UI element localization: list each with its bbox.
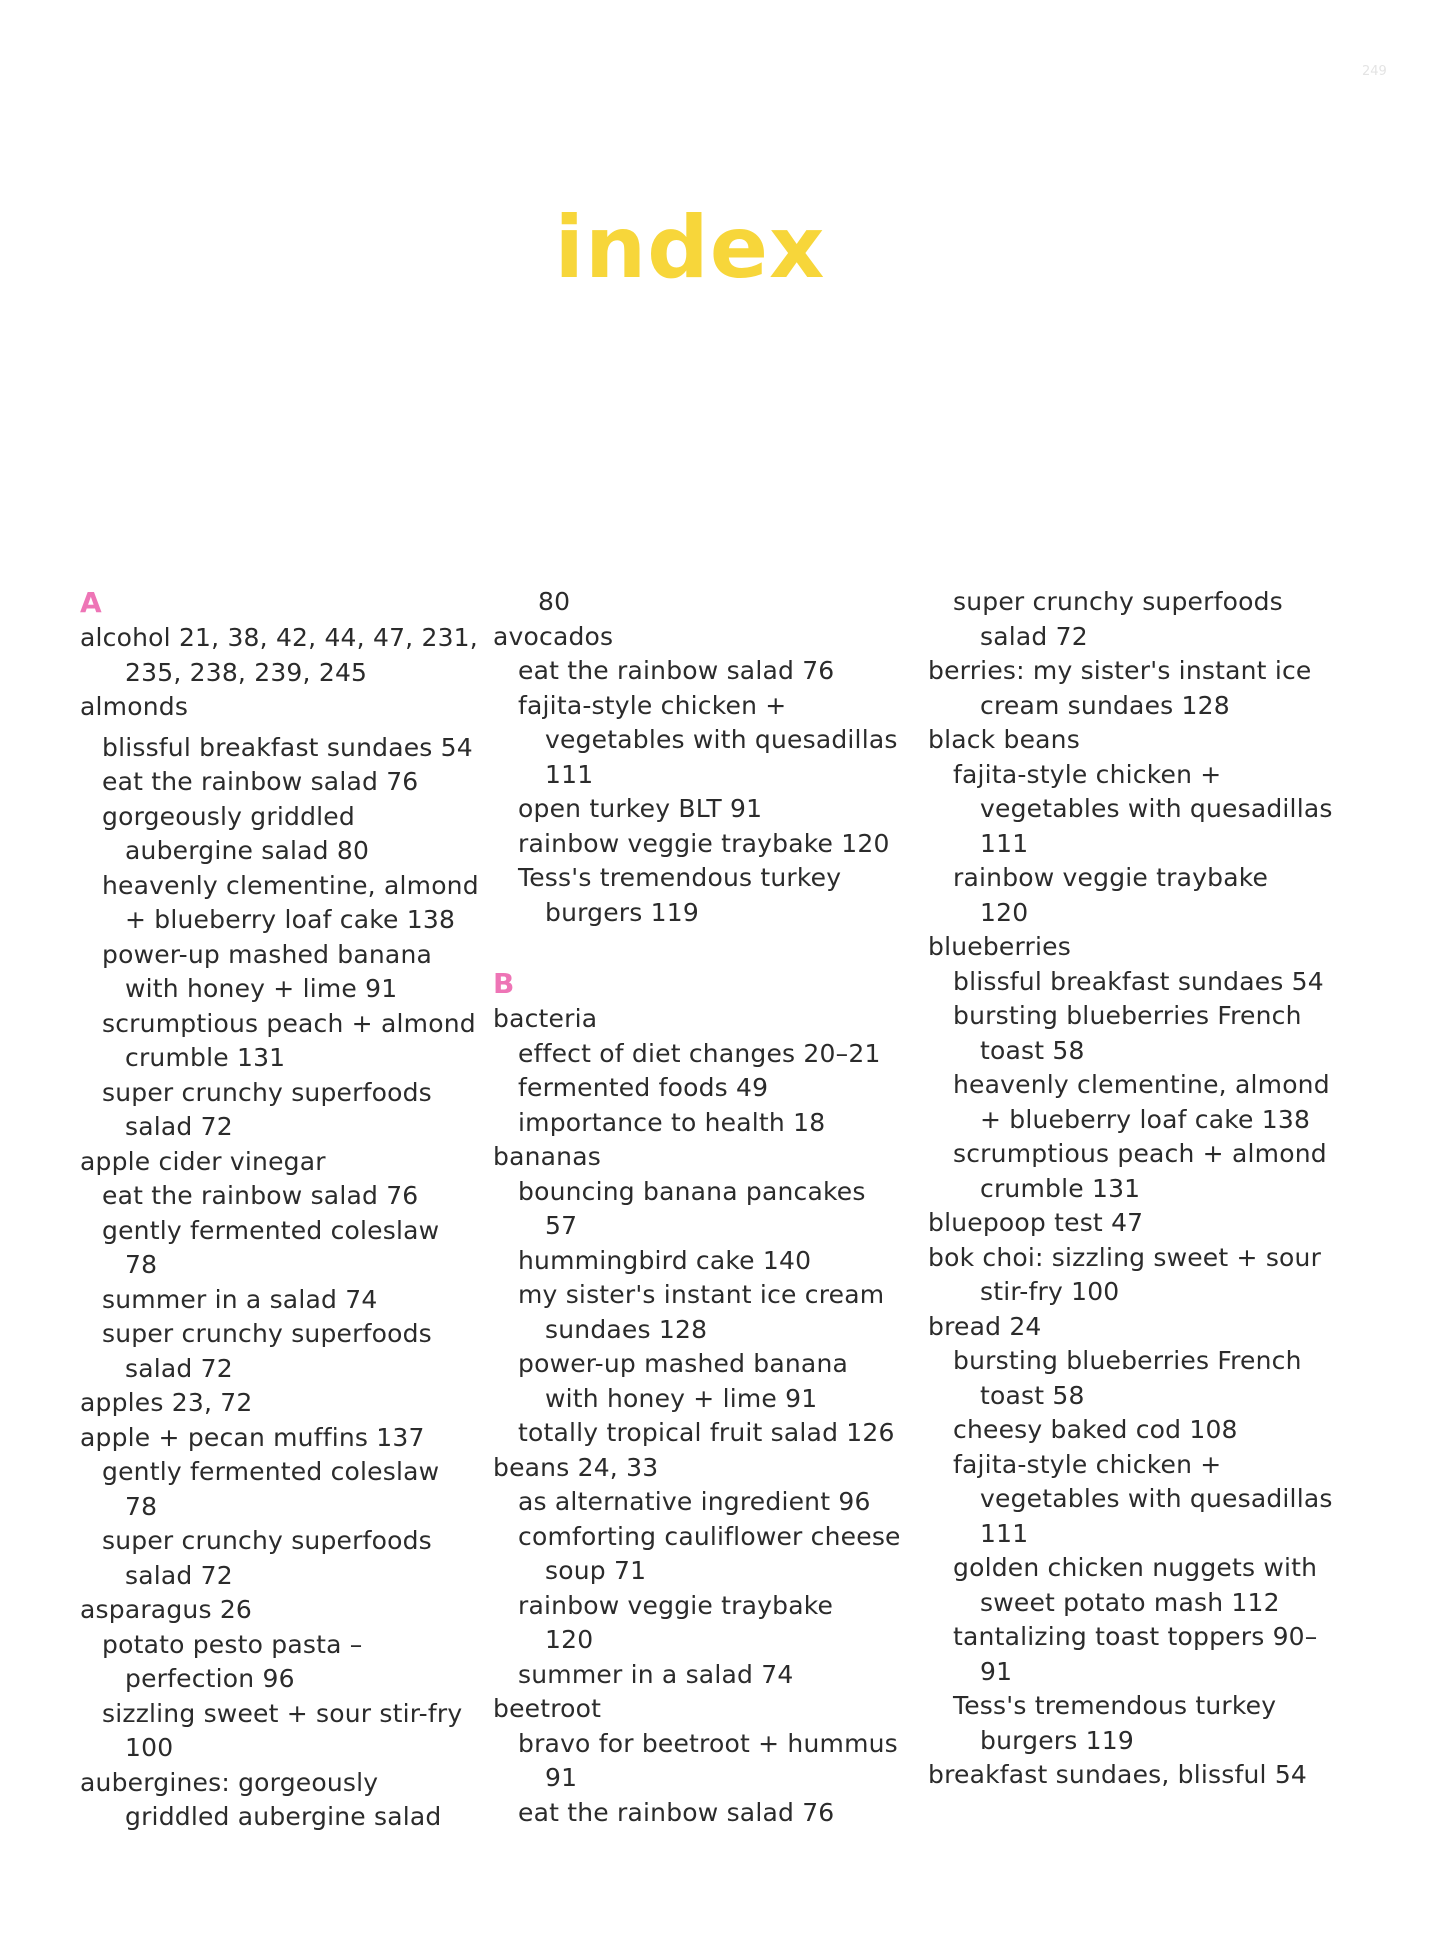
index-entry: 78 xyxy=(125,1250,158,1279)
index-entry: black beans xyxy=(928,725,1080,754)
index-entry: with honey + lime 91 xyxy=(125,974,398,1003)
index-entry: potato pesto pasta – xyxy=(102,1629,363,1659)
index-entry: beetroot xyxy=(493,1694,602,1723)
index-entry: griddled aubergine salad xyxy=(125,1802,442,1831)
index-entry: power-up mashed banana xyxy=(102,939,433,969)
index-entry: apples 23, 72 xyxy=(80,1388,253,1417)
index-entry: berries: my sister's instant ice xyxy=(928,656,1312,685)
index-entry: fajita-style chicken + xyxy=(953,759,1222,789)
index-entry: breakfast sundaes, blissful 54 xyxy=(928,1760,1308,1789)
index-entry: almonds xyxy=(80,692,189,721)
index-entry: bluepoop test 47 xyxy=(928,1208,1144,1237)
index-entry: 100 xyxy=(125,1733,174,1762)
index-entry: as alternative ingredient 96 xyxy=(518,1487,871,1516)
index-entry: bursting blueberries French xyxy=(953,1346,1302,1375)
index-entry: summer in a salad 74 xyxy=(102,1284,378,1314)
index-entry: stir-fry 100 xyxy=(980,1277,1120,1306)
index-entry: aubergine salad 80 xyxy=(125,836,370,865)
index-entry: bravo for beetroot + hummus xyxy=(518,1728,898,1758)
index-entry: scrumptious peach + almond xyxy=(102,1008,476,1038)
index-entry: super crunchy superfoods xyxy=(102,1526,432,1555)
index-entry: summer in a salad 74 xyxy=(518,1659,794,1689)
index-entry: vegetables with quesadillas xyxy=(980,1484,1333,1513)
index-entry: eat the rainbow salad 76 xyxy=(518,1797,835,1827)
index-entry: crumble 131 xyxy=(125,1043,286,1072)
index-entry: fermented foods 49 xyxy=(518,1073,769,1102)
index-entry: blissful breakfast sundaes 54 xyxy=(102,732,473,762)
index-entry: salad 72 xyxy=(125,1112,233,1141)
index-entry: fajita-style chicken + xyxy=(518,690,787,720)
index-entry: apple + pecan muffins 137 xyxy=(80,1422,425,1452)
index-entry: toast 58 xyxy=(980,1035,1085,1065)
index-entry: with honey + lime 91 xyxy=(545,1383,818,1413)
index-entry: alcohol 21, 38, 42, 44, 47, 231, xyxy=(80,623,478,652)
index-entry: eat the rainbow salad 76 xyxy=(102,767,419,796)
index-entry: 57 xyxy=(545,1211,578,1240)
index-entry: + blueberry loaf cake 138 xyxy=(980,1104,1311,1134)
index-entry: beans 24, 33 xyxy=(493,1452,659,1482)
index-entry: bursting blueberries French xyxy=(953,1001,1302,1030)
index-entry: sizzling sweet + sour stir-fry xyxy=(102,1698,463,1728)
index-entry: 120 xyxy=(980,897,1029,927)
index-entry: burgers 119 xyxy=(545,897,699,927)
index-entry: 91 xyxy=(980,1656,1013,1686)
index-entry: soup 71 xyxy=(545,1556,647,1585)
index-entry: super crunchy superfoods xyxy=(953,587,1283,616)
index-entry: 120 xyxy=(545,1625,594,1654)
index-entry: bok choi: sizzling sweet + sour xyxy=(928,1242,1322,1272)
index-column-2 xyxy=(493,585,913,1830)
index-entry: heavenly clementine, almond xyxy=(953,1070,1330,1099)
index-entry: hummingbird cake 140 xyxy=(518,1245,812,1275)
index-entry: 78 xyxy=(125,1491,158,1521)
index-entry: scrumptious peach + almond xyxy=(953,1139,1327,1168)
index-entry: 80 xyxy=(538,587,571,616)
index-entry: golden chicken nuggets with xyxy=(953,1553,1318,1582)
index-entry: blueberries xyxy=(928,932,1071,961)
section-letter: B xyxy=(493,967,515,1000)
index-entry: salad 72 xyxy=(125,1560,233,1590)
index-entry: rainbow veggie traybake xyxy=(518,1590,834,1620)
index-entry: open turkey BLT 91 xyxy=(518,794,763,823)
index-entry: 111 xyxy=(980,1518,1029,1548)
index-entry: super crunchy superfoods xyxy=(102,1319,432,1348)
index-entry: effect of diet changes 20–21 xyxy=(518,1038,881,1068)
index-entry: importance to health 18 xyxy=(518,1107,826,1137)
index-entry: perfection 96 xyxy=(125,1664,295,1693)
index-entry: + blueberry loaf cake 138 xyxy=(125,905,456,934)
index-entry: power-up mashed banana xyxy=(518,1349,849,1378)
index-entry: toast 58 xyxy=(980,1380,1085,1410)
section-letter: A xyxy=(80,586,102,619)
page-number: 249 xyxy=(1362,64,1387,79)
index-entry: 235, 238, 239, 245 xyxy=(125,657,368,687)
index-entry: gorgeously griddled xyxy=(102,801,355,831)
index-entry: cheesy baked cod 108 xyxy=(953,1415,1238,1444)
index-entry: aubergines: gorgeously xyxy=(80,1767,379,1797)
index-entry: Tess's tremendous turkey xyxy=(518,863,842,892)
index-column-3 xyxy=(928,585,1348,1793)
index-entry: super crunchy superfoods xyxy=(102,1077,432,1107)
index-entry: bacteria xyxy=(493,1004,598,1033)
index-entry: heavenly clementine, almond xyxy=(102,870,479,900)
index-entry: tantalizing toast toppers 90– xyxy=(953,1622,1318,1651)
index-entry: cream sundaes 128 xyxy=(980,690,1230,720)
index-entry: 111 xyxy=(545,759,594,789)
index-entry: comforting cauliflower cheese xyxy=(518,1521,901,1551)
page-title: index xyxy=(554,198,826,298)
index-entry: Tess's tremendous turkey xyxy=(953,1691,1277,1720)
index-entry: bread 24 xyxy=(928,1311,1042,1341)
index-entry: gently fermented coleslaw xyxy=(102,1457,440,1486)
index-entry: apple cider vinegar xyxy=(80,1146,326,1176)
index-entry: eat the rainbow salad 76 xyxy=(518,656,835,685)
index-column-1 xyxy=(80,585,480,1835)
index-entry: burgers 119 xyxy=(980,1725,1134,1755)
index-entry: sundaes 128 xyxy=(545,1314,708,1344)
index-entry: 91 xyxy=(545,1763,578,1792)
index-entry: bananas xyxy=(493,1142,601,1171)
index-entry: eat the rainbow salad 76 xyxy=(102,1181,419,1210)
index-entry: gently fermented coleslaw xyxy=(102,1215,440,1245)
index-entry: salad 72 xyxy=(125,1353,233,1383)
index-entry: rainbow veggie traybake 120 xyxy=(518,828,890,858)
index-entry: totally tropical fruit salad 126 xyxy=(518,1418,895,1447)
index-entry: bouncing banana pancakes xyxy=(518,1176,866,1206)
index-entry: asparagus 26 xyxy=(80,1595,253,1624)
index-entry: my sister's instant ice cream xyxy=(518,1280,885,1309)
index-entry: vegetables with quesadillas xyxy=(545,725,898,754)
index-entry: vegetables with quesadillas xyxy=(980,794,1333,823)
index-entry: fajita-style chicken + xyxy=(953,1449,1222,1479)
index-entry: rainbow veggie traybake xyxy=(953,863,1269,892)
index-entry: crumble 131 xyxy=(980,1173,1141,1203)
index-entry: salad 72 xyxy=(980,621,1088,651)
index-entry: blissful breakfast sundaes 54 xyxy=(953,966,1324,996)
index-entry: 111 xyxy=(980,828,1029,858)
index-entry: avocados xyxy=(493,621,614,651)
index-entry: sweet potato mash 112 xyxy=(980,1587,1280,1617)
